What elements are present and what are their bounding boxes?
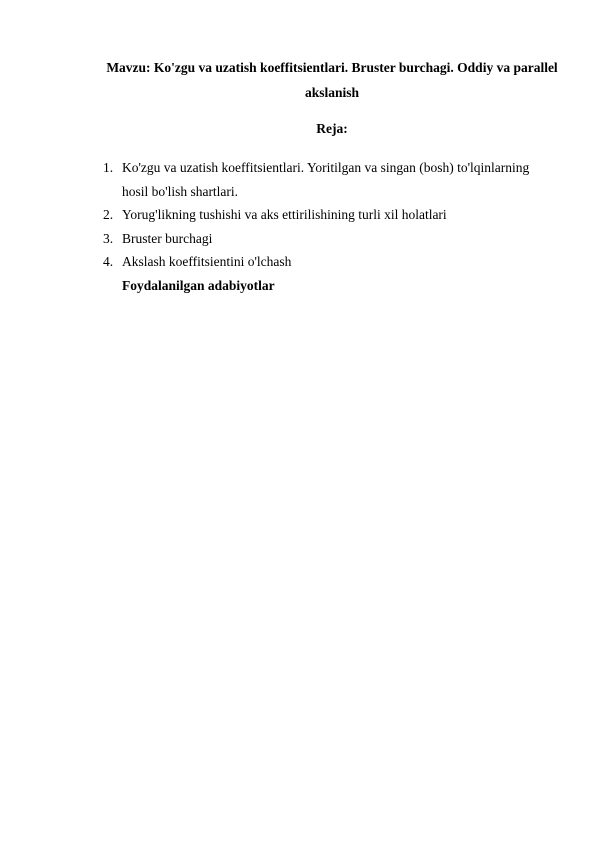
- references-heading: Foydalanilgan adabiyotlar: [122, 277, 275, 293]
- plan-item-text: Ko'zgu va uzatish koeffitsientlari. Yoritilgan va singan (bosh) to'lqinlarning hosil bo'lish shartlari.: [122, 160, 530, 199]
- plan-item: [0, 250, 596, 274]
- document-title: Mavzu: Ko'zgu va uzatish koeffitsientlari. Bruster burchagi. Oddiy va parallel akslanish: [106, 60, 558, 100]
- plan-item-text: Yorug'likning tushishi va aks ettirilishining turli xil holatlari: [122, 207, 447, 222]
- plan-item-number: 4.: [103, 254, 114, 269]
- plan-list: [0, 156, 596, 297]
- plan-item-number: 2.: [103, 207, 114, 222]
- plan-item-text: Bruster burchagi: [122, 230, 213, 246]
- plan-item: [0, 227, 596, 251]
- plan-item-number: 3.: [103, 230, 114, 246]
- plan-item-text: Akslash koeffitsientini o'lchash: [122, 254, 292, 269]
- plan-heading: Reja:: [316, 121, 348, 136]
- plan-item: [0, 203, 596, 227]
- plan-item: [0, 156, 596, 203]
- plan-item-number: 1.: [103, 160, 114, 175]
